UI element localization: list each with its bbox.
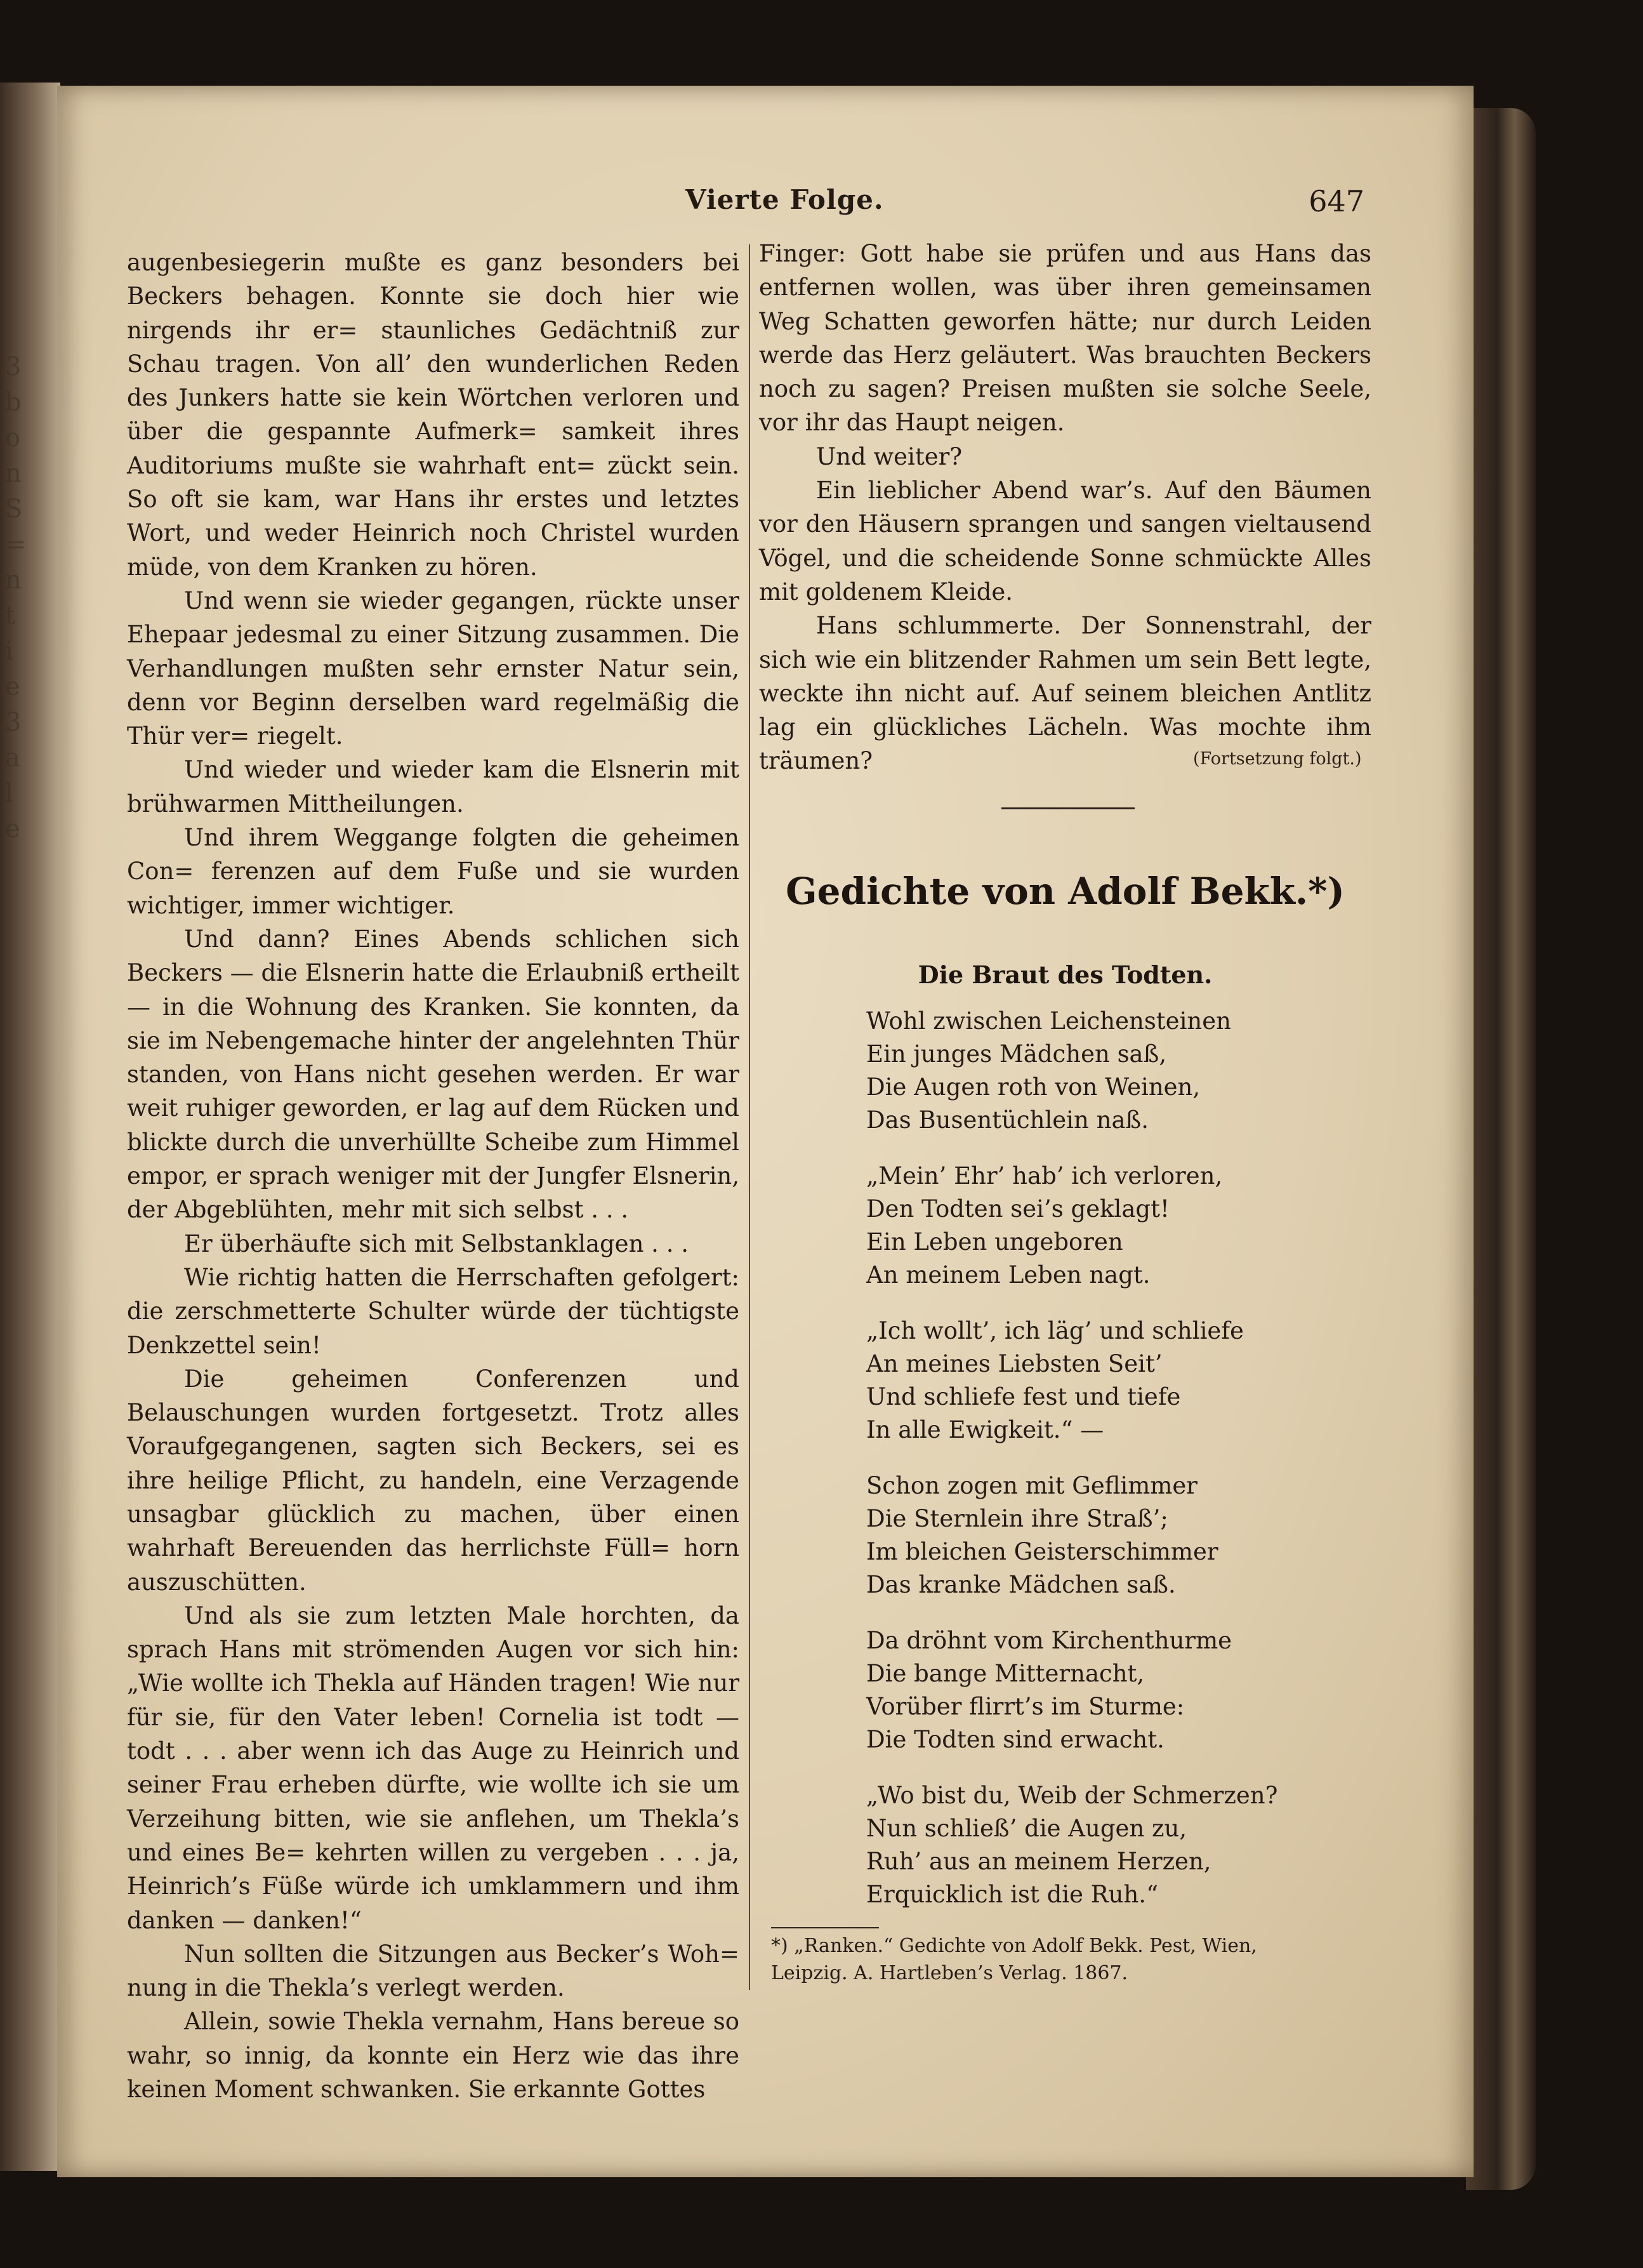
facing-page-fragment: e [5,814,20,844]
poem-stanza [866,1469,1374,1602]
text-line: letztes Wort, und weder Heinrich noch Christel wurden [127,486,739,547]
text-line: vor den Häusern sprangen und sangen vieltausend [759,510,1371,538]
poem-line: Die Sternlein ihre Straß’; [866,1505,1168,1532]
text-line: zückt sein. So oft sie kam, war Hans ihr erstes und [127,451,739,514]
text-line: Und dann? Eines Abends schlichen sich Beckers [127,925,739,987]
poem-line: Ein Leben ungeboren [866,1228,1123,1256]
text-line: kehrten willen zu vergeben . . . ja, Heinrich’s Füße [127,1838,739,1900]
page-header [679,184,1364,229]
poem-heading: Gedichte von Adolf Bekk.*) [786,870,1345,913]
paragraph [759,474,1371,609]
paragraph [127,1261,739,1362]
paragraph [127,246,739,584]
facing-page-fragment: e [5,672,20,701]
text-line: weniger mit der Jungfer Elsnerin, der Abgeblühten, [127,1162,739,1224]
text-line: wurden fortgesetzt. Trotz alles Voraufgegangenen, [127,1399,739,1461]
poem-body [866,1005,1374,1934]
text-line: Wörtchen verloren und über die gespannte Aufmerk= [127,384,740,446]
paragraph [127,1599,739,1937]
text-line: wie ein blitzender Rahmen um sein Bett legte, weckte [759,646,1371,707]
poem-line: Erquicklich ist die Ruh.“ [866,1881,1158,1908]
continuation-note: (Fortsetzung folgt.) [1193,749,1362,769]
facing-page-fragment: = [5,530,27,559]
poem-stanza [866,1624,1374,1756]
text-line: geworden, er lag auf dem Rücken und blickte durch [127,1094,739,1156]
text-line: ihn nicht auf. Auf seinem bleichen Antlitz lag ein [759,679,1371,741]
text-line: sagen? Preisen mußten sie solche Seele, vor ihr das [759,375,1372,437]
text-line: mehr mit sich selbst . . . [341,1196,629,1224]
text-line: keinen Moment schwanken. Sie erkannte Gottes [127,2076,706,2104]
text-line: brühwarmen Mittheilungen. [127,790,464,818]
text-line: glückliches Lächeln. Was mochte ihm träumen? [759,713,1371,775]
text-line: von Hans nicht gesehen werden. Er war weit ruhiger [127,1061,739,1122]
text-line: Nun sollten die Sitzungen aus Becker’s Woh= [184,1940,739,1968]
text-line: Wie richtig hatten die Herrschaften gefolgert: die [127,1263,739,1325]
text-line: müde, von dem Kranken zu hören. [127,553,538,581]
paragraph [127,922,739,1227]
text-line: Hans schlummerte. Der Sonnenstrahl, der sich [759,612,1371,673]
text-line: so wahr, so innig, da konnte ein Herz wie das ihre [127,2008,739,2069]
text-line: vor Beginn derselben ward regelmäßig die Thür ver= [127,688,739,750]
text-line: Ein lieblicher Abend war’s. Auf den Bäumen [816,477,1371,505]
text-line: Und wieder und wieder kam die Elsnerin mit [184,756,739,784]
text-line: Verhandlungen mußten sehr ernster Natur sein, denn [127,654,739,716]
text-line: Vögel, und die scheidende Sonne schmückte Alles mit [759,544,1371,606]
paragraph [127,1937,739,2005]
text-line: aber wenn ich das Auge zu Heinrich und seiner Frau [127,1737,739,1799]
poem-line: Ein junges Mädchen saß, [866,1040,1167,1068]
poem-subtitle: Die Braut des Todten. [918,960,1213,989]
text-line: über einen wahrhaft Bereuenden das herrlichste Füll= [127,1500,739,1562]
text-line: die Wohnung des Kranken. Sie konnten, da sie im [127,993,739,1054]
poem-line: An meinem Leben nagt. [866,1261,1151,1289]
poem-line: In alle Ewigkeit.“ — [866,1416,1104,1443]
text-line: Und als sie zum letzten Male horchten, da sprach [127,1602,739,1664]
facing-page-fragment: i [5,637,13,666]
text-line: erheben dürfte, wie wollte ich sie um Verzeihung [127,1771,740,1833]
text-line: würde ich umklammern und ihm danken — danken!“ [127,1873,739,1934]
text-line: samkeit ihres Auditoriums mußte sie wahrhaft ent= [127,418,739,479]
facing-page-fragment: n [5,566,22,595]
page-number: 647 [1309,184,1364,218]
book-spine-edge [1466,108,1536,2190]
text-line: wollte ich Thekla auf Händen tragen! Wie nur für [127,1669,740,1731]
poem-stanza [866,1779,1374,1911]
text-line: augenbesiegerin mußte es ganz besonders bei Beckers [127,249,739,310]
facing-page-text-fragments [5,349,43,847]
text-line: Nebengemache hinter der angelehnten Thür standen, [127,1026,739,1089]
facing-page-fragment: t [5,601,16,630]
paragraph [127,821,739,922]
poem-line: Ruh’ aus an meinem Herzen, [866,1848,1211,1875]
paragraph [127,1227,739,1261]
text-line: Haupt neigen. [895,409,1065,437]
text-line: handeln, eine Verzagende unsagbar glücklich zu machen, [127,1466,740,1528]
text-line: goldenem Kleide. [805,578,1013,606]
text-line: immer wichtiger. [252,891,455,919]
text-line: das Herz geläutert. Was brauchten Beckers noch zu [759,341,1371,403]
right-text-column [759,237,1371,778]
text-line: zerschmetterte Schulter würde der tüchtigste Denkzettel [127,1297,739,1359]
facing-page-fragment: n [5,459,22,488]
poem-line: „Ich wollt’, ich läg’ und schliefe [866,1317,1244,1344]
column-divider [749,244,750,1990]
text-line: Hans mit strömenden Augen vor sich hin: „Wie [127,1636,740,1697]
poem-line: Schon zogen mit Geflimmer [866,1472,1198,1499]
paragraph [759,440,1371,474]
text-line: entfernen wollen, was über ihren gemeinsamen Weg [759,274,1371,335]
text-line: bitten, wie sie anflehen, um Thekla’s und eines Be= [127,1805,739,1866]
poem-line: Nun schließ’ die Augen zu, [866,1815,1187,1842]
poem-line: „Mein’ Ehr’ hab’ ich verloren, [866,1162,1223,1190]
footnote [771,1932,1377,1987]
text-line: Ehepaar jedesmal zu einer Sitzung zusammen. Die [127,621,739,649]
footnote-rule [771,1927,879,1928]
poem-line: „Wo bist du, Weib der Schmerzen? [866,1782,1278,1809]
left-text-column [127,246,739,2106]
text-line: sein! [263,1331,321,1359]
poem-line: Und schliefe fest und tiefe [866,1383,1181,1410]
poem-line: Das Busentüchlein naß. [866,1106,1149,1134]
facing-page-fragment: S [5,494,23,524]
text-line: sie, für den Vater leben! Cornelia ist todt — todt . . . [127,1703,739,1765]
paragraph [127,753,739,821]
poem-line: An meines Liebsten Seit’ [866,1350,1163,1377]
text-line: Er überhäufte sich mit Selbstanklagen . . . [184,1230,689,1257]
footnote-line: Leipzig. A. Hartleben’s Verlag. 1867. [771,1962,1128,1984]
section-separator [1001,807,1135,809]
text-line: nung in die Thekla’s verlegt werden. [127,1974,565,2002]
text-line: Und weiter? [816,442,963,470]
paragraph [127,584,739,753]
facing-page-fragment: o [5,423,21,453]
text-line: behagen. Konnte sie doch hier wie nirgends ihr er= [127,282,739,344]
poem-line: Vorüber flirrt’s im Sturme: [866,1693,1185,1720]
text-line: Allein, sowie Thekla vernahm, Hans bereue [184,2008,706,2036]
poem-line: Die bange Mitternacht, [866,1660,1145,1687]
paragraph [759,237,1371,440]
facing-page-fragment: l [5,779,13,808]
facing-page-edge [0,83,60,2171]
text-line: horn auszuschütten. [127,1534,739,1596]
facing-page-fragment: b [5,388,22,417]
text-line: Schatten geworfen hätte; nur durch Leiden werde [759,307,1371,369]
facing-page-fragment: 3 [5,708,22,737]
text-line: riegelt. [257,722,343,750]
paragraph [127,1362,739,1599]
poem-line: Die Augen roth von Weinen, [866,1073,1201,1101]
poem-stanza [866,1005,1374,1137]
text-line: ferenzen auf dem Fuße und sie wurden wichtiger, [127,858,739,919]
facing-page-fragment: a [5,743,20,773]
poem-line: Wohl zwischen Leichensteinen [866,1007,1231,1035]
text-line: sagten sich Beckers, sei es ihre heilige Pflicht, zu [127,1433,739,1494]
poem-stanza [866,1160,1374,1292]
facing-page-fragment: 3 [5,352,22,381]
text-line: — die Elsnerin hatte die Erlaubniß ertheilt — in [127,959,739,1021]
poem-line: Das kranke Mädchen saß. [866,1571,1176,1598]
text-line: Und ihrem Weggange folgten die geheimen Con= [127,824,739,885]
text-line: Die geheimen Conferenzen und Belauschungen [127,1365,739,1427]
poem-line: Den Todten sei’s geklagt! [866,1195,1170,1223]
footnote-line: *) „Ranken.“ Gedichte von Adolf Bekk. Pest, Wien, [771,1935,1257,1957]
poem-stanza [866,1315,1374,1447]
text-line: Und wenn sie wieder gegangen, rückte unser [184,587,739,614]
text-line: staunliches Gedächtniß zur Schau tragen. Von all’ [127,316,739,378]
poem-line: Die Todten sind erwacht. [866,1726,1165,1753]
text-line: die unverhüllte Scheibe zum Himmel empor, er sprach [127,1128,739,1190]
text-line: den wunderlichen Reden des Junkers hatte sie kein [127,350,739,412]
poem-line: Da dröhnt vom Kirchenthurme [866,1627,1232,1654]
poem-line: Im bleichen Geisterschimmer [866,1538,1218,1565]
paragraph [127,2005,739,2106]
text-line: Finger: Gott habe sie prüfen und aus Hans das [759,240,1371,267]
section-title: Vierte Folge. [685,184,884,215]
